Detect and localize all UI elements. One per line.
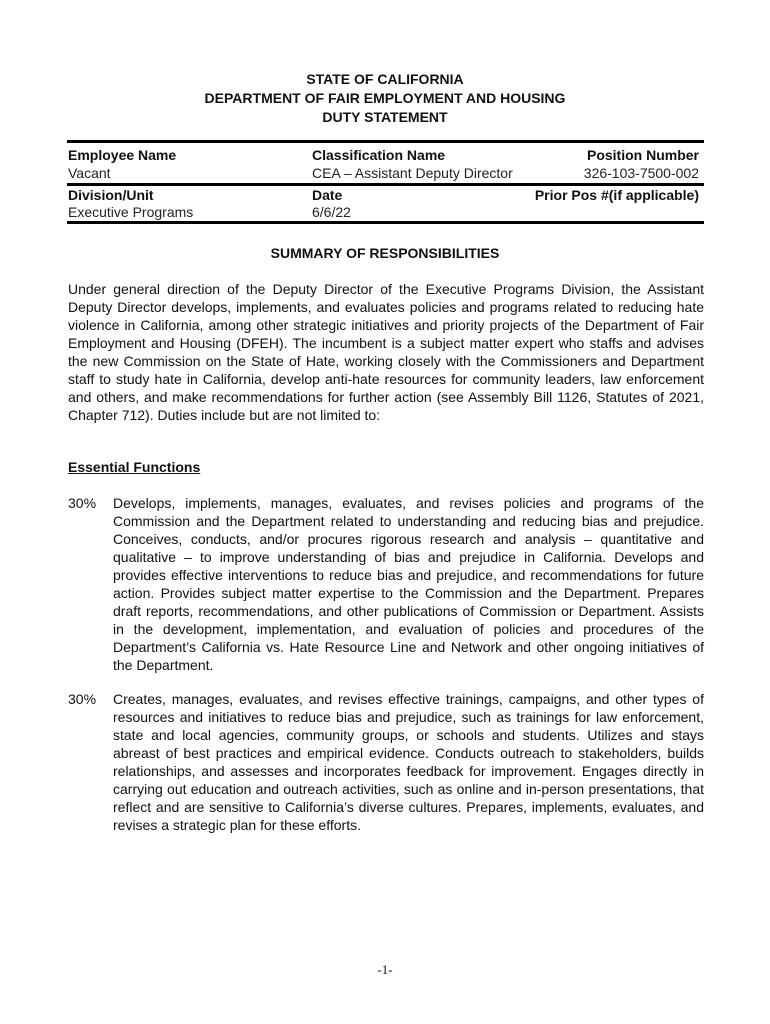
- employee-name-value: Vacant: [68, 165, 111, 181]
- date-label: Date: [312, 187, 343, 203]
- summary-heading: SUMMARY OF RESPONSIBILITIES: [270, 245, 500, 261]
- table-top-rule: [67, 140, 704, 143]
- duty-percent: 30%: [68, 495, 97, 511]
- essential-functions-heading: Essential Functions: [68, 459, 201, 475]
- classification-name-value: CEA – Assistant Deputy Director: [312, 165, 513, 181]
- table-bottom-rule: [67, 221, 704, 224]
- position-number-label: Position Number: [586, 147, 699, 163]
- page-number: -1-: [377, 962, 393, 977]
- header-state: STATE OF CALIFORNIA: [306, 71, 464, 87]
- duty-item: [68, 494, 704, 674]
- summary-paragraph: Under general direction of the Deputy Director of the Executive Programs Division, the Assistant Deputy Director develops, implements, and evaluates policies and programs related to reducing hate violence in California, among other strategic initiatives and priority projects of the Department of Fair Employment and Housing (DFEH). The incumbent is a subject matter expert who staffs and advises the new Commission on the State of Hate, working closely with the Commissioners and Department staff to study hate in California, develop anti-hate resources for community leaders, law enforcement and others, and make recommendations for further action (see Assembly Bill 1126, Statutes of 2021, Chapter 712). Duties include but are not limited to:: [68, 281, 704, 423]
- employee-name-label: Employee Name: [68, 147, 177, 163]
- header-doc-title: DUTY STATEMENT: [322, 109, 448, 125]
- duty-text: Develops, implements, manages, evaluates, and revises policies and programs of the Commission and the Department related to understanding and reducing bias and prejudice. Conceives, conducts, and/or procures rigorous research and analysis – quantitative and qualitative – to improve understanding of bias and prejudice in California. Develops and provides effective interventions to reduce bias and prejudice, and recommendations for future action. Provides subject matter expertise to the Commission and the Department. Prepares draft reports, recommendations, and other publications of Commission or Department. Assists in the development, implementation, and evaluation of policies and procedures of the Department’s California vs. Hate Resource Line and Network and other ongoing initiatives of the Department.: [113, 495, 704, 673]
- header-department: DEPARTMENT OF FAIR EMPLOYMENT AND HOUSING: [204, 90, 566, 106]
- position-number-value: 326-103-7500-002: [583, 165, 699, 181]
- duty-percent: 30%: [68, 691, 97, 707]
- division-unit-label: Division/Unit: [68, 187, 154, 203]
- duty-text: Creates, manages, evaluates, and revises effective trainings, campaigns, and other types of resources and initiatives to reduce bias and prejudice, such as trainings for law enforcement, state and local agencies, community groups, or schools and students. Utilizes and stays abreast of best practices and empirical evidence. Conducts outreach to stakeholders, builds relationships, and assesses and incorporates feedback for improvement. Engages directly in carrying out education and outreach activities, such as online and in-person presentations, that reflect and are sensitive to California’s diverse cultures. Prepares, implements, evaluates, and revises a strategic plan for these efforts.: [113, 691, 704, 833]
- classification-name-label: Classification Name: [312, 147, 446, 163]
- date-value: 6/6/22: [312, 204, 351, 220]
- division-unit-value: Executive Programs: [68, 204, 194, 220]
- duty-item: [68, 690, 704, 834]
- prior-position-label: Prior Pos #(if applicable): [534, 187, 699, 203]
